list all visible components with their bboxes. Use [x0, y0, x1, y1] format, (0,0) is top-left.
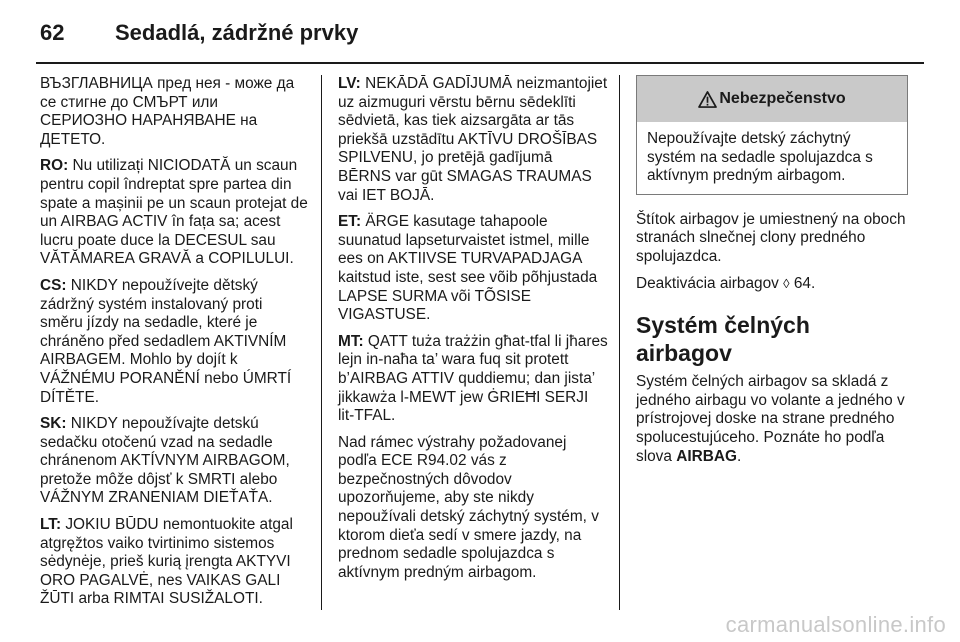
lang-code-lv: LV: [338, 75, 361, 92]
column-divider [321, 75, 322, 610]
warning-paragraph-et: ET: ÄRGE kasutage tahapoole suunatud lapseturvaistet istmel, mille ees on AKTIIVSE TURVAPADJAGA kaitstud iste, sest see võib põhjustada LAPSE SURMA või TÕSISE VIGASTUSE. [338, 213, 598, 324]
warning-paragraph-lt: LT: JOKIU BŪDU nemontuokite atgal atgręžtos vaiko tvirtinimo sistemos sėdynėje, prieš kurią įrengta AKTYVI ORO PAGALVĖ, nes VAIKAS GALI ŽŪTI arba RIMTAI SUSIŽALOTI. [40, 516, 293, 608]
page-reference-icon: ◊ [783, 275, 790, 291]
danger-box-header [637, 76, 907, 122]
front-airbag-paragraph: Systém čelných airbagov sa skladá z jedného airbagu vo volante a jedného v prístrojovej doske na strane predného spolucestujúceho. Poznáte ho podľa slova AIRBAG. [636, 373, 905, 465]
warning-paragraph-cs: CS: NIKDY nepoužívejte dětský zádržný systém instalovaný proti směru jízdy na sedadle, které je chráněno před sedadlem AKTIVNÍM AIRBAGEM. Mohlo by dojít k VÁŽNÉMU PORANĚNÍ nebo ÚMRTÍ DÍTĚTE. [40, 276, 292, 406]
warning-paragraph-ro: RO: Nu utilizați NICIODATĂ un scaun pentru copil îndreptat spre partea din spate a mașinii pe un scaun protejat de un AIRBAG ACTIV în fața sa; acest lucru poate duce la DECESUL sau VĂTĂMAREA GRAVĂ a COPILULUI. [40, 157, 308, 268]
warning-triangle-icon [698, 91, 717, 108]
lang-code-ro: RO: [40, 157, 69, 175]
danger-box-text: Nepoužívajte detský záchytný systém na sedadle spolujazdca s aktívnym predným airbagom. [647, 130, 873, 185]
ece-note-paragraph: Nad rámec výstrahy požadovanej podľa ECE R94.02 vás z bezpečnostných dôvodov upozorňujeme, aby ste nikdy nepoužívali detský záchytný systém, v ktorom dieťa sedí v smere jazdy, na prednom sedadle spolujazdca s aktívnym predným airbagom. [338, 433, 599, 581]
lang-code-sk: SK: [40, 415, 67, 433]
section-heading: Systém čelných airbagov [636, 312, 810, 367]
column-1 [40, 75, 308, 617]
warning-paragraph-bg: ВЪЗГЛАВНИЦА пред нея - може да се стигне до СМЪРТ или СЕРИОЗНО НАРАНЯВАНЕ на ДЕТЕТО. [40, 75, 295, 148]
warning-paragraph-lv: LV: NEKĀDĀ GADĪJUMĀ neizmantojiet uz aizmuguri vērstu bērnu sēdeklīti sēdvietā, kas tiek aizsargāta ar tās priekšā uzstādītu AKTĪVU DROŠĪBAS SPILVENU, jo pretējā gadījumā BĒRNS var gūt SMAGAS TRAUMAS vai IET BOJĀ. [338, 75, 608, 204]
column-2 [338, 75, 608, 590]
airbag-word: AIRBAG [676, 447, 737, 465]
page-number: 62 [40, 20, 65, 45]
danger-box-title: Nebezpečenstvo [719, 89, 846, 107]
column-3 [636, 75, 908, 474]
watermark: carmanualsonline.info [725, 612, 946, 637]
page-title: Sedadlá, zádržné prvky [115, 20, 359, 45]
label-location-paragraph: Štítok airbagov je umiestnený na oboch stranách slnečnej clony predného spolujazdca. [636, 210, 906, 265]
danger-box [636, 75, 908, 195]
page-header [40, 20, 358, 46]
column-divider [619, 75, 620, 610]
page-reference-link[interactable]: 64. [793, 274, 816, 292]
warning-paragraph-sk: SK: NIKDY nepoužívajte detskú sedačku otočenú vzad na sedadle chránenom AKTÍVNYM AIRBAGOM, pretože môže dôjsť k SMRTI alebo VÁŽNYM ZRANENIAM DIEŤAŤA. [40, 415, 290, 507]
lang-code-lt: LT: [40, 516, 62, 534]
header-rule [36, 62, 924, 64]
lang-code-et: ET: [338, 213, 362, 231]
warning-paragraph-mt: MT: QATT tuża trażżin għat-tfal li jħares lejn in-naħa ta’ wara fuq sit protett b’AIRBAG ATTIV quddiemu; dan jista’ jikkawża l-MEWT jew ĠRIEĦI SERJI lit-TFAL. [338, 332, 608, 425]
lang-code-mt: MT: [338, 332, 364, 350]
lang-code-cs: CS: [40, 276, 67, 294]
deactivation-paragraph: Deaktivácia airbagov ◊ 64. [636, 274, 816, 292]
